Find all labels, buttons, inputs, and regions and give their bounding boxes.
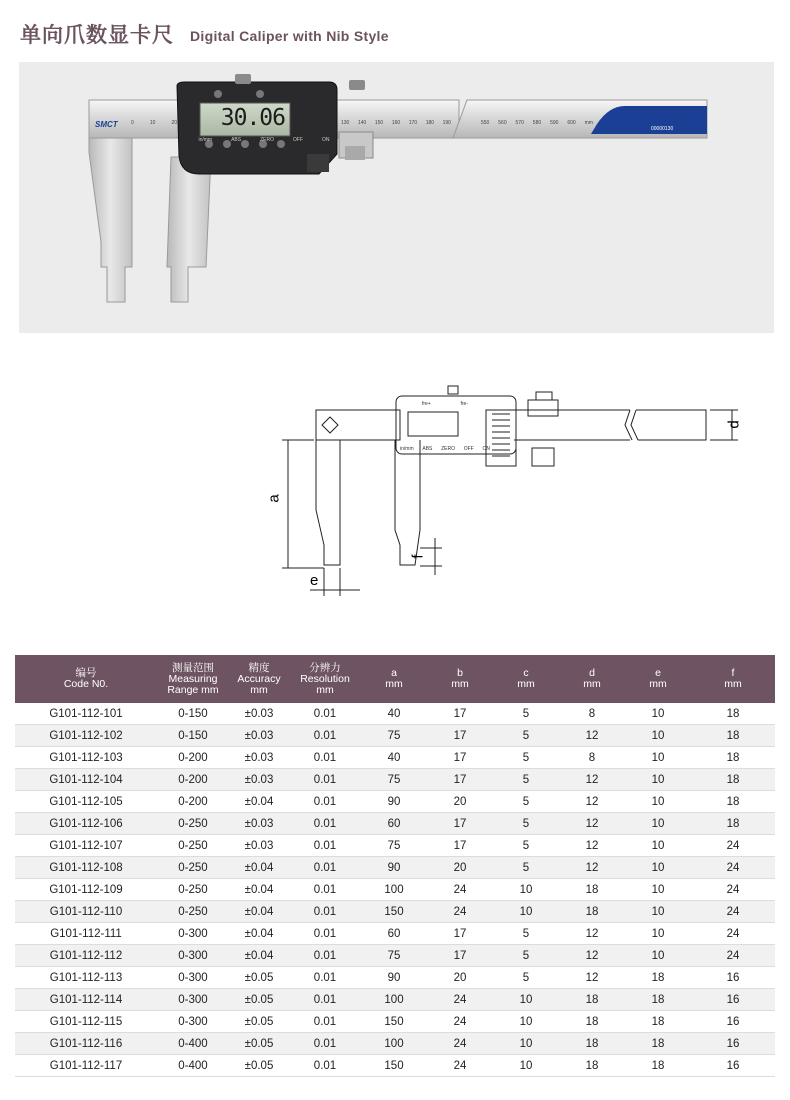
cell-d: 18 [559,901,625,923]
cell-f: 24 [691,857,775,879]
button-label-off: OFF [292,137,303,143]
table-row [15,945,775,967]
cell-accuracy: ±0.03 [229,835,289,857]
cell-b: 17 [427,945,493,967]
cell-code: G101-112-104 [15,769,157,791]
table-row [15,813,775,835]
header-b: b mm [451,667,469,690]
cell-b: 17 [427,747,493,769]
brand-logo: SMCT [95,120,118,129]
cell-code: G101-112-103 [15,747,157,769]
table-row [15,879,775,901]
cell-b: 20 [427,791,493,813]
cell-range: 0-250 [157,835,229,857]
cell-d: 18 [559,1011,625,1033]
cell-e: 10 [625,725,691,747]
drawing-beam-mid [514,410,630,440]
cell-resolution: 0.01 [289,967,361,989]
header-range: 测量范围 Measuring Range mm [167,661,219,696]
cell-b: 24 [427,1033,493,1055]
sliding-jaw [167,157,211,302]
drawing-adjust-block [528,400,558,416]
header-d: d mm [583,667,601,690]
cell-d: 12 [559,835,625,857]
cell-b: 24 [427,1055,493,1077]
drawing-lcd [408,412,458,436]
header-accuracy: 精度 Accuracy mm [237,661,281,696]
dimension-label-a: a [265,494,283,503]
drawing-clamp [532,448,554,466]
cell-accuracy: ±0.04 [229,857,289,879]
table-row [15,747,775,769]
cell-range: 0-300 [157,945,229,967]
cell-accuracy: ±0.05 [229,1055,289,1077]
cell-c: 5 [493,967,559,989]
cell-e: 10 [625,813,691,835]
cell-a: 40 [361,747,427,769]
cell-e: 10 [625,747,691,769]
cell-a: 100 [361,1033,427,1055]
drawing-beam-left [316,410,400,440]
thumb-wheel [307,154,329,172]
drawing-display-labels: in/mm ABS ZERO OFF ON [400,446,490,452]
cell-range: 0-300 [157,989,229,1011]
cell-code: G101-112-115 [15,1011,157,1033]
cell-b: 24 [427,879,493,901]
cell-c: 10 [493,879,559,901]
cell-c: 5 [493,835,559,857]
cell-range: 0-250 [157,879,229,901]
cell-resolution: 0.01 [289,769,361,791]
cell-f: 16 [691,1011,775,1033]
drawing-fre-labels: fre+ fre- [422,401,468,407]
cell-code: G101-112-111 [15,923,157,945]
cell-e: 18 [625,1033,691,1055]
cell-resolution: 0.01 [289,813,361,835]
dimension-diagram [265,370,750,610]
cell-f: 16 [691,1055,775,1077]
cell-range: 0-200 [157,769,229,791]
button-label-on: ON [321,137,330,143]
scale-right-labels: 550 560 570 580 590 600 mm [481,120,593,126]
header-resolution: 分辨力 Resolution mm [300,661,350,696]
cell-e: 10 [625,901,691,923]
table-row [15,769,775,791]
cell-c: 5 [493,725,559,747]
cell-code: G101-112-116 [15,1033,157,1055]
cell-resolution: 0.01 [289,857,361,879]
cell-e: 10 [625,769,691,791]
cell-c: 10 [493,1033,559,1055]
cell-e: 18 [625,1011,691,1033]
cell-accuracy: ±0.04 [229,923,289,945]
cell-accuracy: ±0.05 [229,1011,289,1033]
cell-resolution: 0.01 [289,1033,361,1055]
cell-d: 12 [559,791,625,813]
dimension-label-f: f [409,554,427,559]
cell-a: 75 [361,945,427,967]
drawing-logo [322,417,338,433]
cell-e: 10 [625,835,691,857]
cell-f: 18 [691,747,775,769]
cell-d: 8 [559,747,625,769]
cell-c: 5 [493,923,559,945]
cell-resolution: 0.01 [289,1055,361,1077]
drawing-beam-right [636,410,706,440]
cell-range: 0-400 [157,1033,229,1055]
cell-f: 24 [691,835,775,857]
header-e: e mm [649,667,667,690]
cell-a: 150 [361,901,427,923]
cell-b: 24 [427,1011,493,1033]
cell-d: 18 [559,1033,625,1055]
product-photo [19,62,774,333]
cell-accuracy: ±0.04 [229,879,289,901]
cell-b: 20 [427,857,493,879]
cell-c: 10 [493,1011,559,1033]
cell-e: 10 [625,791,691,813]
cell-resolution: 0.01 [289,835,361,857]
cell-code: G101-112-110 [15,901,157,923]
cell-range: 0-150 [157,703,229,725]
header-f: f mm [724,667,742,690]
cell-d: 12 [559,769,625,791]
cell-accuracy: ±0.03 [229,813,289,835]
cell-f: 18 [691,725,775,747]
cell-e: 18 [625,1055,691,1077]
header-code: 编号 Code N0. [63,667,109,690]
cell-b: 17 [427,813,493,835]
cell-d: 18 [559,1055,625,1077]
cell-c: 5 [493,857,559,879]
cell-c: 5 [493,769,559,791]
cell-accuracy: ±0.05 [229,1033,289,1055]
table-row [15,923,775,945]
cell-d: 12 [559,967,625,989]
drawing-knurl-lines [492,414,510,456]
cell-accuracy: ±0.03 [229,703,289,725]
cell-e: 10 [625,703,691,725]
cell-code: G101-112-106 [15,813,157,835]
table-row [15,791,775,813]
cell-a: 90 [361,791,427,813]
cell-f: 18 [691,791,775,813]
cell-code: G101-112-107 [15,835,157,857]
cell-e: 10 [625,879,691,901]
cell-f: 24 [691,945,775,967]
cell-range: 0-400 [157,1055,229,1077]
cell-e: 10 [625,945,691,967]
cell-c: 10 [493,1055,559,1077]
cell-f: 16 [691,967,775,989]
table-row [15,725,775,747]
cell-resolution: 0.01 [289,747,361,769]
cell-resolution: 0.01 [289,923,361,945]
cell-f: 24 [691,879,775,901]
cell-accuracy: ±0.04 [229,791,289,813]
drawing-top-screw [448,386,458,394]
scale-left-labels: 0 10 20 [131,120,177,126]
button-label-abs: ABS [231,137,242,143]
drawing-fixed-jaw [316,440,340,565]
cell-a: 60 [361,923,427,945]
cell-f: 24 [691,923,775,945]
cell-code: G101-112-105 [15,791,157,813]
title-chinese: 单向爪数显卡尺 [20,23,174,47]
cell-code: G101-112-109 [15,879,157,901]
cell-resolution: 0.01 [289,1011,361,1033]
cell-e: 10 [625,857,691,879]
cell-d: 18 [559,879,625,901]
head-button-labels [189,137,339,143]
spec-table [15,655,775,1077]
lock-screw [235,74,251,84]
cell-e: 18 [625,989,691,1011]
cell-c: 10 [493,901,559,923]
cell-d: 12 [559,857,625,879]
cell-range: 0-250 [157,857,229,879]
cell-a: 90 [361,857,427,879]
cell-range: 0-200 [157,791,229,813]
table-row [15,989,775,1011]
dimension-label-d: d [725,420,743,429]
caliper-photo-illustration [19,62,774,333]
cell-code: G101-112-112 [15,945,157,967]
cell-resolution: 0.01 [289,791,361,813]
cell-d: 12 [559,813,625,835]
cell-code: G101-112-117 [15,1055,157,1077]
cell-a: 75 [361,835,427,857]
lcd-reading: 30.06 [220,105,285,131]
table-row [15,835,775,857]
header-a: a mm [385,667,403,690]
cell-b: 17 [427,703,493,725]
cell-b: 17 [427,725,493,747]
fixed-jaw [89,138,132,302]
header-c: c mm [517,667,535,690]
dimension-label-e: e [310,572,319,589]
cell-accuracy: ±0.05 [229,989,289,1011]
cell-a: 100 [361,989,427,1011]
cell-f: 16 [691,989,775,1011]
fine-adjust-screw [349,80,365,90]
cell-range: 0-200 [157,747,229,769]
cell-accuracy: ±0.04 [229,945,289,967]
table-row [15,857,775,879]
table-row [15,703,775,725]
cell-resolution: 0.01 [289,879,361,901]
cell-f: 18 [691,813,775,835]
cell-resolution: 0.01 [289,725,361,747]
cell-d: 18 [559,989,625,1011]
table-body [15,703,775,1077]
page-title [20,14,389,54]
cell-accuracy: ±0.03 [229,769,289,791]
cell-range: 0-300 [157,923,229,945]
cell-range: 0-300 [157,1011,229,1033]
cell-code: G101-112-108 [15,857,157,879]
cell-d: 12 [559,945,625,967]
cell-c: 5 [493,945,559,967]
cell-d: 12 [559,725,625,747]
cell-c: 5 [493,813,559,835]
cell-code: G101-112-114 [15,989,157,1011]
cell-f: 16 [691,1033,775,1055]
cell-e: 18 [625,967,691,989]
cell-accuracy: ±0.03 [229,725,289,747]
dimension-a-line [282,440,324,568]
cell-c: 10 [493,989,559,1011]
cell-f: 18 [691,703,775,725]
cell-e: 10 [625,923,691,945]
cell-accuracy: ±0.05 [229,967,289,989]
table-row [15,1011,775,1033]
button-label-zero: ZERO [260,137,274,143]
cell-range: 0-150 [157,725,229,747]
cell-resolution: 0.01 [289,945,361,967]
scale-mid-labels: 130 140 150 160 170 180 190 [341,120,451,126]
caliper-line-drawing [270,370,750,610]
cell-d: 8 [559,703,625,725]
cell-a: 150 [361,1011,427,1033]
cell-code: G101-112-101 [15,703,157,725]
table-header-row [15,655,775,703]
cell-a: 75 [361,769,427,791]
serial-number: 00000130 [651,126,674,132]
button-label-inmm: in/mm [198,137,213,143]
cell-accuracy: ±0.04 [229,901,289,923]
title-english: Digital Caliper with Nib Style [190,28,389,44]
cell-accuracy: ±0.03 [229,747,289,769]
cell-resolution: 0.01 [289,901,361,923]
cell-a: 100 [361,879,427,901]
drawing-sliding-jaw [395,440,420,565]
cell-a: 90 [361,967,427,989]
cell-code: G101-112-113 [15,967,157,989]
cell-c: 5 [493,703,559,725]
table-row [15,967,775,989]
cell-c: 5 [493,791,559,813]
cell-b: 24 [427,901,493,923]
cell-a: 40 [361,703,427,725]
cell-resolution: 0.01 [289,989,361,1011]
cell-range: 0-250 [157,901,229,923]
table-row [15,1033,775,1055]
cell-a: 150 [361,1055,427,1077]
cell-code: G101-112-102 [15,725,157,747]
cell-b: 17 [427,923,493,945]
cell-resolution: 0.01 [289,703,361,725]
cell-a: 75 [361,725,427,747]
table-row [15,901,775,923]
cell-c: 5 [493,747,559,769]
drawing-beam-break-right [631,410,638,440]
cell-b: 24 [427,989,493,1011]
drawing-adjust-screw [536,392,552,400]
cell-a: 60 [361,813,427,835]
cell-d: 12 [559,923,625,945]
cell-range: 0-250 [157,813,229,835]
table-row [15,1055,775,1077]
cell-b: 20 [427,967,493,989]
cell-f: 24 [691,901,775,923]
cell-f: 18 [691,769,775,791]
cell-range: 0-300 [157,967,229,989]
cell-b: 17 [427,835,493,857]
cell-b: 17 [427,769,493,791]
